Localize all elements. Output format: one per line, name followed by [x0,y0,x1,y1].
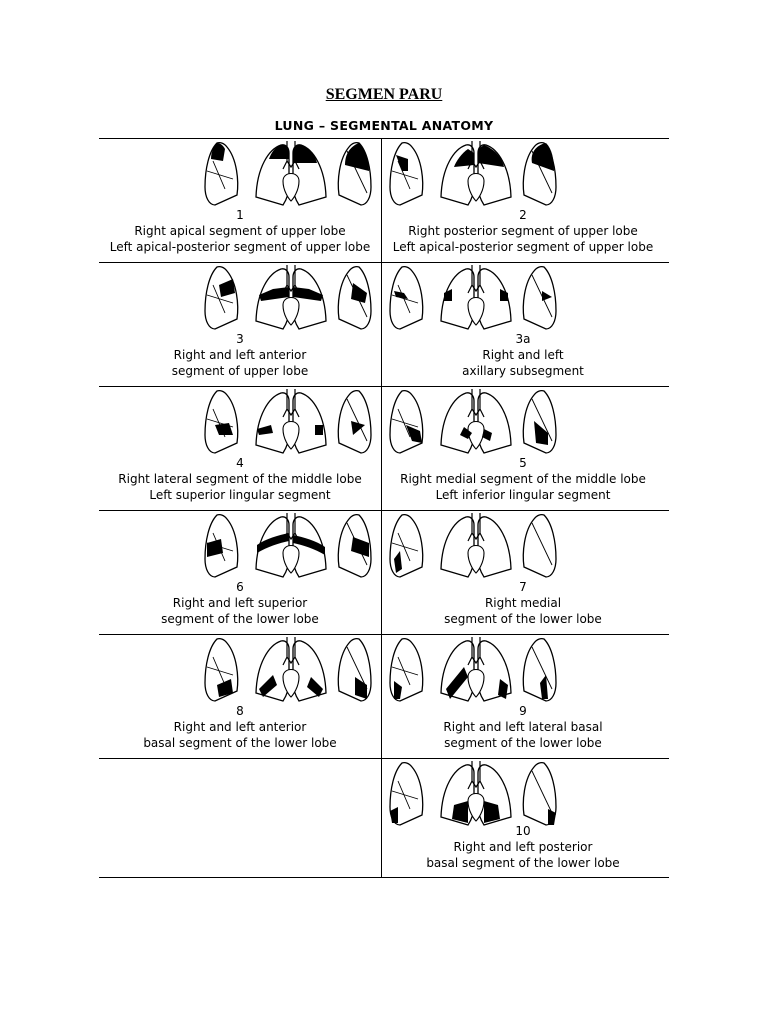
lung-outline [523,267,556,329]
segment-caption-line2: Left apical-posterior segment of upper lobe [109,240,371,254]
right-lung-outline [441,641,474,701]
frontal-view [256,637,326,701]
lung-diagram-3 [99,263,381,333]
left-lung-outline [478,393,511,453]
frontal-view [441,389,511,453]
segment-caption-line2: Left inferior lingular segment [435,488,611,502]
left-lung-outline [293,393,326,453]
lung-outline [205,267,238,329]
right-lateral-view [205,267,238,329]
frontal-view [441,513,511,577]
segment-caption-line1: Right medial segment of the middle lobe [400,472,646,486]
left-lateral-view [523,763,556,825]
lung-outline [205,391,238,453]
segment-caption-line2: axillary subsegment [462,364,584,378]
lung-diagram-5 [382,387,664,457]
lung-outline [523,515,556,577]
lung-diagram-7 [382,511,664,581]
right-lateral-view [205,515,238,577]
lung-outline [390,391,423,453]
segment-cell-1 [99,139,381,263]
figure-title: LUNG – SEGMENTAL ANATOMY [274,118,494,133]
segment-caption-line2: basal segment of the lower lobe [143,736,337,750]
segment-number: 4 [236,456,244,470]
right-lateral-view [390,515,423,577]
segment-cell-6 [99,511,381,635]
segment-caption-line2: basal segment of the lower lobe [426,856,620,870]
left-lateral-view [523,515,556,577]
right-lung-outline [441,393,474,453]
document-title: SEGMEN PARU [325,86,443,103]
frontal-view [256,141,326,205]
segment-cell-8 [99,635,381,759]
lung-diagram-4 [99,387,381,457]
left-lateral-view [523,391,556,453]
right-lateral-view [390,763,423,825]
lung-outline [390,143,423,205]
lung-outline [523,639,556,701]
segment-caption-line1: Right and left anterior [173,720,307,734]
segment-caption-line2: segment of upper lobe [171,364,309,378]
segment-caption-line1: Right and left anterior [173,348,307,362]
segment-number: 8 [236,704,244,718]
left-lung-outline [478,517,511,577]
segment-caption-line2: Left apical-posterior segment of upper lobe [392,240,654,254]
segment-number: 7 [519,580,527,594]
left-lateral-view [338,267,371,329]
right-lung-outline [256,393,289,453]
right-lateral-view [205,639,238,701]
left-lateral-view [338,515,371,577]
segment-cell-empty [99,759,381,883]
frontal-view [441,761,511,825]
segment-number: 2 [519,208,527,222]
segment-number: 10 [515,824,531,838]
frontal-view [441,265,511,329]
segment-number: 5 [519,456,527,470]
lung-diagram-9 [382,635,664,705]
segment-cell-3 [99,263,381,387]
left-lateral-view [338,143,371,205]
right-lateral-view [390,639,423,701]
right-lateral-view [205,143,238,205]
segment-number: 9 [519,704,527,718]
segment-number: 3a [515,332,531,346]
frontal-view [256,513,326,577]
segment-cell-5 [382,387,664,511]
segment-number: 3 [236,332,244,346]
left-lateral-view [523,639,556,701]
lung-outline [523,391,556,453]
segment-caption-line1: Right and left [482,348,564,362]
segment-caption-line1: Right medial [484,596,562,610]
left-lateral-view [338,391,371,453]
frontal-view [441,637,511,701]
frontal-view [441,141,511,205]
right-lateral-view [205,391,238,453]
segment-caption-line1: Right apical segment of upper lobe [134,224,346,238]
lung-diagram-3a [382,263,664,333]
left-lateral-view [338,639,371,701]
segment-caption-line1: Right and left superior [172,596,308,610]
left-lateral-view [523,143,556,205]
segment-cell-10 [382,759,664,883]
lung-diagram-6 [99,511,381,581]
segment-number: 6 [236,580,244,594]
segment-caption-line1: Right and left posterior [453,840,593,854]
lung-outline [338,391,371,453]
segment-caption-line1: Right lateral segment of the middle lobe [118,472,362,486]
frontal-view [256,389,326,453]
lung-outline [390,515,423,577]
segment-cell-3a [382,263,664,387]
lung-diagram-1 [99,139,381,209]
lung-diagram-10 [382,759,664,829]
segment-cell-7 [382,511,664,635]
left-lateral-view [523,267,556,329]
segment-caption-line2: segment of the lower lobe [161,612,319,626]
segment-number: 1 [236,208,244,222]
right-lung-outline [441,517,474,577]
segment-cell-4 [99,387,381,511]
segment-caption-line2: segment of the lower lobe [444,612,602,626]
lung-diagram-8 [99,635,381,705]
segment-caption-line1: Right and left lateral basal [443,720,603,734]
right-lateral-view [390,267,423,329]
segment-caption-line2: Left superior lingular segment [149,488,331,502]
right-lateral-view [390,391,423,453]
segment-caption-line2: segment of the lower lobe [444,736,602,750]
frontal-view [256,265,326,329]
segment-caption-line1: Right posterior segment of upper lobe [408,224,638,238]
segment-cell-9 [382,635,664,759]
segment-table [99,138,669,878]
right-lateral-view [390,143,423,205]
segment-cell-2 [382,139,664,263]
shaded-segment [315,425,323,435]
lung-diagram-2 [382,139,664,209]
